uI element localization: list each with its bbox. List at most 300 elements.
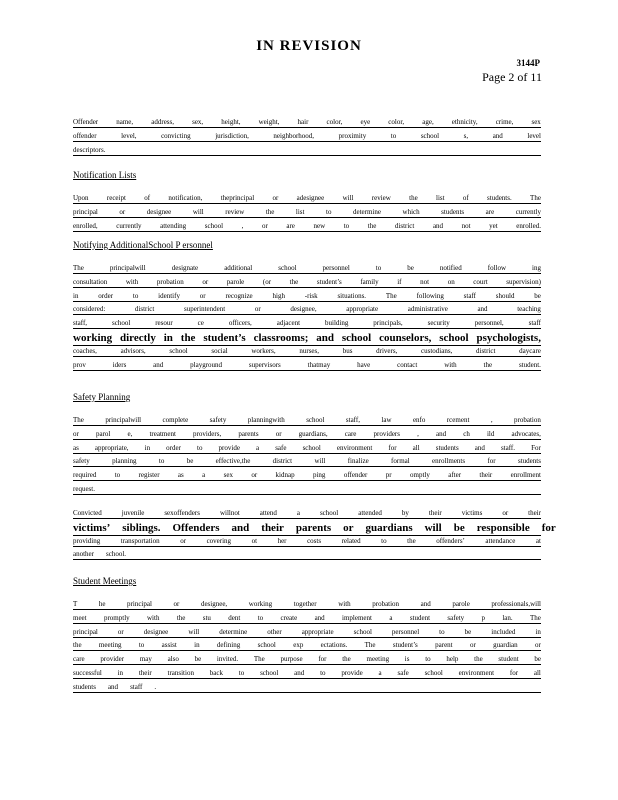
word: together	[293, 600, 317, 608]
page-number: Page 2 of 11	[482, 70, 542, 84]
text-line	[73, 429, 541, 440]
word: attend	[259, 509, 277, 517]
word: is	[404, 655, 410, 664]
text-line	[73, 415, 541, 426]
word: victims	[461, 509, 483, 517]
word: resour	[155, 319, 173, 328]
word: responsible	[476, 521, 530, 534]
word: age,	[422, 118, 434, 126]
word: appropriate	[346, 305, 379, 314]
word: currently	[515, 207, 541, 216]
word: ot	[251, 536, 258, 545]
text-line	[73, 613, 541, 624]
word: law	[381, 416, 392, 424]
word: or	[469, 641, 476, 650]
word: safety	[73, 457, 90, 466]
word: principalwill	[109, 264, 146, 272]
word: their	[428, 509, 442, 517]
word: ing	[532, 264, 541, 272]
word: or	[254, 305, 261, 314]
text-line	[73, 221, 541, 232]
word: following	[416, 291, 444, 300]
word: school	[204, 221, 224, 230]
word: planning	[112, 457, 137, 466]
word: school	[278, 264, 297, 272]
word: probation	[514, 416, 541, 424]
document-code: 3144P	[516, 58, 540, 68]
word: school	[306, 416, 325, 424]
word: superintendent	[184, 305, 226, 314]
word: be	[407, 264, 414, 272]
word: staff	[528, 319, 541, 328]
word: professionals,will	[491, 600, 541, 608]
word: counselors,	[379, 332, 432, 344]
word: another	[73, 550, 94, 559]
word: purpose	[280, 655, 303, 664]
word: The	[385, 291, 397, 300]
word: probation	[372, 600, 400, 608]
text-line	[73, 443, 541, 454]
word: care	[73, 655, 85, 664]
word: student’s	[203, 332, 246, 344]
word: environment	[458, 669, 495, 677]
text-line	[73, 277, 541, 288]
word: parents	[238, 429, 259, 438]
word: principal	[127, 600, 152, 608]
word: the	[342, 655, 351, 664]
word: e,	[127, 429, 133, 438]
word: effective,the	[215, 457, 251, 466]
word: iders	[112, 360, 127, 369]
word: principal	[73, 627, 98, 636]
word: yet	[489, 221, 498, 230]
word: for	[388, 443, 397, 452]
word: environment	[336, 443, 373, 452]
word: identify	[158, 291, 180, 300]
word: staff.	[500, 443, 515, 452]
word: staff,	[345, 416, 360, 424]
text-line	[73, 470, 541, 481]
word: ,	[417, 429, 419, 438]
word: after	[448, 471, 462, 480]
word: school	[112, 319, 131, 328]
word: successful	[73, 669, 102, 677]
word: safety	[447, 613, 465, 622]
text-line	[73, 117, 541, 128]
word: for	[318, 655, 327, 664]
word: staff	[463, 291, 476, 300]
word: transition	[167, 669, 194, 677]
word: providers	[373, 429, 400, 438]
word: officers,	[228, 319, 252, 328]
word: to	[375, 264, 382, 272]
word: review	[225, 207, 245, 216]
word: defining	[216, 641, 241, 650]
word: be	[194, 655, 202, 664]
word: for	[509, 669, 519, 677]
text-line	[73, 145, 541, 156]
word: school	[169, 346, 188, 355]
word: if	[397, 277, 402, 286]
word: enrolled,	[73, 221, 98, 230]
word: to	[425, 655, 431, 664]
text-line	[73, 682, 541, 693]
word: to	[439, 627, 445, 636]
word: daycare	[519, 346, 541, 355]
word: or	[272, 194, 279, 202]
word: social	[211, 346, 228, 355]
word: thatmay	[307, 360, 331, 369]
word: advocates,	[511, 429, 541, 438]
word: to	[138, 641, 145, 650]
word: safe	[397, 669, 409, 677]
word: notified	[439, 264, 462, 272]
word: and	[474, 443, 485, 452]
word: order	[98, 291, 114, 300]
word: additional	[224, 264, 253, 272]
word: appropriate,	[94, 443, 129, 452]
word: address,	[151, 118, 174, 126]
word: considered:	[73, 305, 106, 314]
word: or	[180, 536, 187, 545]
word: and	[420, 600, 431, 608]
word: student	[498, 655, 519, 664]
word: ping	[312, 471, 326, 480]
word: district	[394, 221, 415, 230]
word: be	[186, 457, 194, 466]
word: with	[338, 600, 351, 608]
text-line	[73, 346, 541, 357]
header-title: IN REVISION	[256, 38, 362, 54]
word: The	[530, 613, 541, 622]
section-title: Student Meetings	[73, 576, 137, 586]
word: The	[530, 194, 541, 202]
text-line	[73, 131, 541, 142]
word: or	[343, 521, 354, 534]
word: probation	[156, 277, 184, 286]
word: staff	[130, 682, 143, 691]
word: invited.	[216, 655, 239, 664]
word: their	[528, 509, 541, 517]
word: student	[409, 613, 431, 622]
text-line	[73, 304, 541, 315]
word: or	[117, 627, 124, 636]
word: height,	[221, 118, 241, 126]
word: juvenile	[121, 509, 145, 517]
word: of	[462, 194, 469, 202]
word: designee,	[200, 600, 228, 608]
word: playground	[190, 360, 223, 369]
word: or	[119, 207, 126, 216]
word: be	[453, 521, 465, 534]
text-line	[73, 508, 541, 519]
word: or	[251, 471, 258, 480]
word: transportation	[120, 536, 160, 545]
word: not	[461, 221, 471, 230]
word: descriptors.	[73, 145, 106, 154]
word: which	[402, 207, 420, 216]
word: providing	[73, 536, 101, 545]
word: review	[371, 194, 391, 202]
word: school	[420, 131, 440, 140]
word: finalize	[347, 457, 369, 466]
word: should	[495, 291, 515, 300]
word: consultation	[73, 277, 108, 286]
word: staff,	[73, 319, 88, 328]
word: prov	[73, 360, 86, 369]
text-line	[73, 536, 541, 547]
word: the	[265, 207, 275, 216]
word: Upon	[73, 194, 89, 202]
word: complete	[162, 416, 189, 424]
word: new	[313, 221, 326, 230]
word: in	[117, 669, 124, 677]
text-line	[73, 627, 541, 638]
word: providers,	[193, 429, 222, 438]
word: neighborhood,	[273, 131, 315, 140]
word: meeting	[366, 655, 390, 664]
word: to	[381, 536, 387, 545]
word: recognize	[225, 291, 253, 300]
word: adesignee	[296, 194, 325, 202]
word: nurses,	[299, 346, 319, 355]
word: administrative	[407, 305, 448, 314]
word: all	[412, 443, 420, 452]
word: parole	[226, 277, 245, 286]
word: currently	[116, 221, 142, 230]
word: classrooms;	[253, 332, 309, 344]
word: security	[427, 319, 450, 328]
text-line	[73, 599, 541, 610]
word: court	[473, 277, 488, 286]
word: contact	[397, 360, 418, 369]
word: implement	[342, 613, 372, 622]
word: will	[424, 521, 442, 534]
word: or	[73, 429, 79, 438]
word: and	[477, 305, 488, 314]
word: bus	[342, 346, 353, 355]
word: Offenders	[172, 521, 220, 534]
word: color,	[388, 118, 405, 126]
word: or	[261, 221, 268, 230]
word: create	[280, 613, 298, 622]
word: color,	[326, 118, 343, 126]
word: costs	[307, 536, 322, 545]
word: parent	[435, 641, 453, 650]
word: follow	[487, 264, 507, 272]
text-line	[73, 291, 541, 302]
word: kidnap	[275, 471, 295, 480]
word: school	[424, 669, 443, 677]
text-line	[73, 484, 541, 495]
text-line	[73, 668, 541, 679]
word: guardians,	[298, 429, 328, 438]
word: promptly	[103, 613, 130, 622]
word: and	[492, 131, 503, 140]
text-line	[73, 549, 541, 560]
word: crime,	[495, 118, 514, 126]
word: her	[277, 536, 287, 545]
word: required	[73, 471, 97, 480]
text-line	[73, 360, 541, 371]
word: directly	[120, 332, 156, 344]
word: exp	[293, 641, 304, 650]
word: ectations.	[320, 641, 348, 650]
word: list	[295, 207, 305, 216]
word: all	[533, 669, 541, 677]
word: -risk	[304, 291, 318, 300]
word: at	[535, 536, 541, 545]
text-line	[73, 640, 541, 651]
word: request.	[73, 485, 95, 493]
word: jurisdiction,	[215, 131, 249, 140]
word: lan.	[502, 613, 513, 622]
word: a	[256, 443, 260, 452]
word: enrollments	[432, 457, 466, 466]
word: school	[302, 443, 321, 452]
word: personnel,	[474, 319, 504, 328]
word: s,	[463, 131, 469, 140]
word: order	[166, 443, 181, 452]
word: building	[325, 319, 349, 328]
word: student’s	[316, 277, 342, 286]
word: the	[176, 613, 186, 622]
word: and	[231, 521, 250, 534]
word: as	[73, 443, 79, 452]
word: appropriate	[301, 627, 334, 636]
text-line	[73, 193, 541, 204]
text-line	[73, 207, 541, 218]
word: to	[197, 443, 203, 452]
word: students	[441, 207, 465, 216]
word: the	[407, 536, 416, 545]
text-line	[73, 332, 541, 346]
word: parol	[95, 429, 111, 438]
word: theprincipal	[220, 194, 255, 202]
word: as	[177, 471, 184, 480]
word: weight,	[258, 118, 280, 126]
word: determine	[353, 207, 381, 216]
word: and	[294, 669, 305, 677]
word: family	[360, 277, 379, 286]
word: designee	[143, 627, 169, 636]
word: offender	[343, 471, 368, 480]
word: a	[296, 509, 300, 517]
word: the	[367, 221, 377, 230]
word: enrollment	[510, 471, 541, 480]
word: willnot	[219, 509, 240, 517]
word: enfo	[412, 416, 426, 424]
word: or	[535, 641, 541, 650]
word: help	[446, 655, 459, 664]
word: custodians,	[421, 346, 453, 355]
word: sex	[531, 118, 541, 126]
word: drivers,	[376, 346, 398, 355]
word: guardian	[493, 641, 518, 650]
word: on	[447, 277, 455, 286]
word: safety	[209, 416, 227, 424]
word: level,	[121, 131, 137, 140]
word: name,	[116, 118, 134, 126]
word: meet	[73, 613, 87, 622]
word: attended	[358, 509, 382, 517]
word: related	[341, 536, 361, 545]
word: a	[202, 471, 206, 480]
word: in	[535, 627, 541, 636]
word: district	[272, 457, 293, 466]
word: enrolled.	[516, 221, 541, 230]
word: school	[319, 509, 339, 517]
word: personnel	[391, 627, 420, 636]
word: principal	[73, 207, 98, 216]
word: school	[439, 332, 469, 344]
word: workers,	[251, 346, 276, 355]
word: the	[180, 332, 196, 344]
word: ethnicity,	[451, 118, 478, 126]
word: and	[314, 613, 325, 622]
word: assist	[161, 641, 177, 650]
word: designee	[146, 207, 172, 216]
word: Offender	[73, 118, 99, 126]
word: district	[476, 346, 496, 355]
word: receipt	[106, 194, 126, 202]
text-line	[73, 521, 556, 536]
word: pr	[385, 471, 392, 480]
word: For	[531, 443, 541, 452]
word: and	[432, 221, 444, 230]
word: situations.	[337, 291, 367, 300]
word: treatment	[149, 429, 176, 438]
word: determine	[219, 627, 248, 636]
word: their	[138, 669, 152, 677]
word: sex	[223, 471, 233, 480]
word: district	[134, 305, 155, 314]
word: the	[409, 194, 418, 202]
text-line	[73, 263, 541, 274]
word: .	[154, 682, 157, 691]
word: students	[73, 682, 96, 691]
word: high	[272, 291, 285, 300]
word: to	[390, 131, 397, 140]
word: back	[209, 669, 223, 677]
word: stu	[202, 613, 211, 622]
word: sex,	[192, 118, 204, 126]
word: provide	[218, 443, 240, 452]
word: supervision)	[506, 277, 541, 286]
word: or	[199, 291, 206, 300]
text-line	[73, 654, 541, 665]
word: designate	[171, 264, 199, 272]
word: attending	[160, 221, 187, 230]
word: or	[173, 600, 180, 608]
word: by	[401, 509, 409, 517]
word: in	[194, 641, 200, 650]
word: notification,	[168, 194, 203, 202]
word: T	[73, 600, 78, 608]
word: will	[192, 207, 204, 216]
word: guardians	[365, 521, 413, 534]
word: dent	[228, 613, 241, 622]
word: be	[534, 655, 541, 664]
word: personnel	[322, 264, 350, 272]
word: their	[261, 521, 284, 534]
word: in	[163, 332, 173, 344]
word: list	[436, 194, 445, 202]
word: with	[147, 613, 160, 622]
word: and	[436, 429, 447, 438]
word: principals,	[373, 319, 403, 328]
word: offenders’	[436, 536, 465, 545]
